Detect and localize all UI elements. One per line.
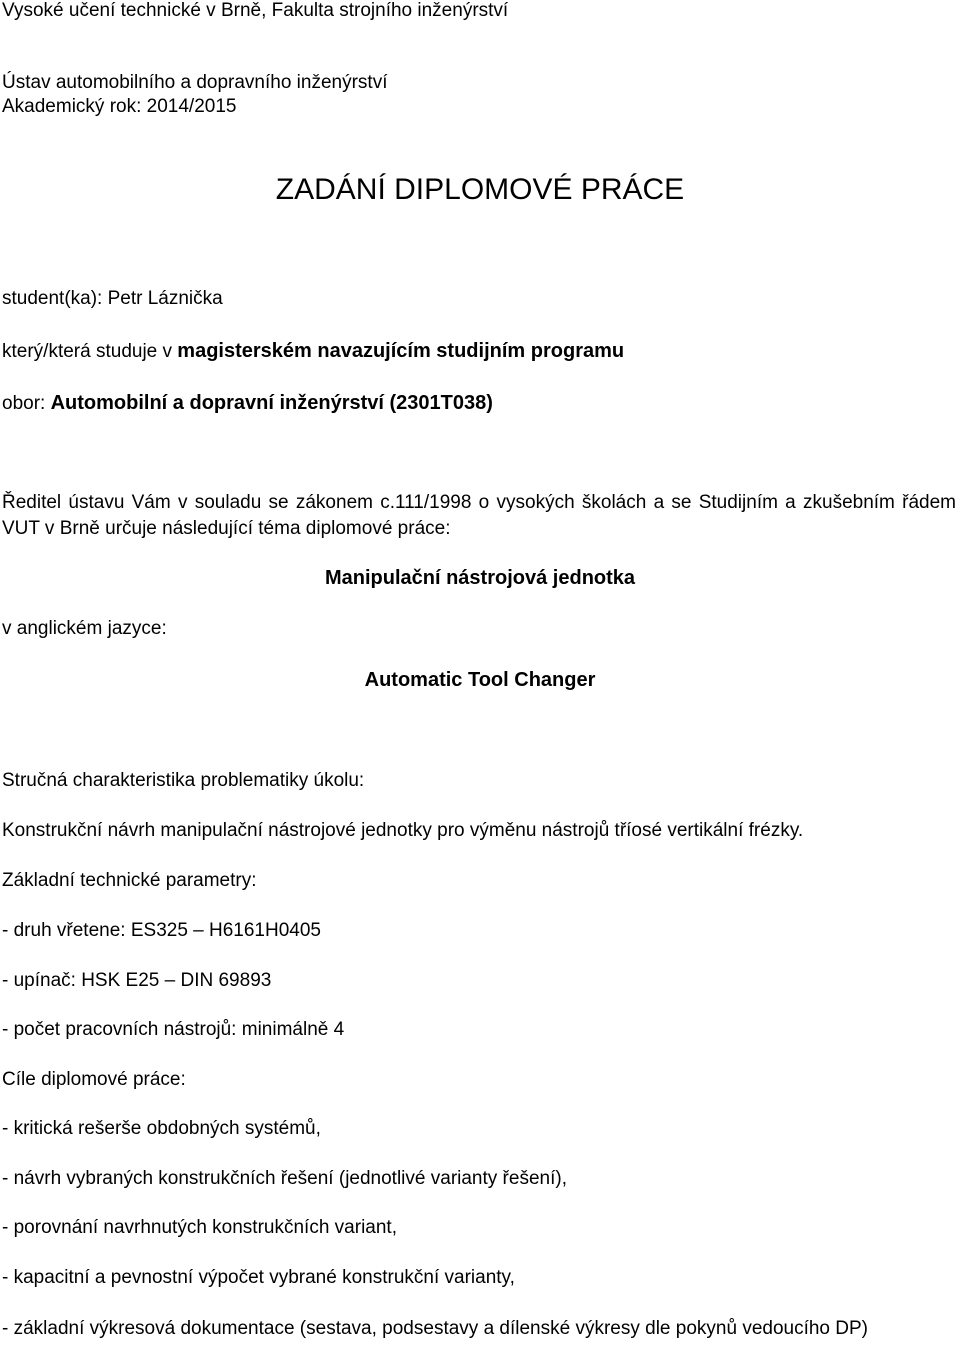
document-title: ZADÁNÍ DIPLOMOVÉ PRÁCE xyxy=(275,173,685,206)
parameter-item: - upínač: HSK E25 – DIN 69893 xyxy=(2,970,272,991)
characteristics-heading: Stručná charakteristika problematiky úkolu: xyxy=(2,770,365,791)
field-name: Automobilní a dopravní inženýrství (2301T038) xyxy=(50,392,493,414)
goal-item: - základní výkresová dokumentace (sestava, podsestavy a dílenské výkresy dle pokynů vedoucího DP) xyxy=(2,1318,868,1339)
institute-name: Ústav automobilního a dopravního inženýrství xyxy=(2,72,388,93)
goal-item: - návrh vybraných konstrukčních řešení (jednotlivé varianty řešení), xyxy=(2,1168,567,1189)
program-line xyxy=(2,340,624,363)
program-prefix: který/která studuje v xyxy=(2,341,178,362)
goal-item: - porovnání navrhnutých konstrukčních variant, xyxy=(2,1217,397,1238)
topic-english: Automatic Tool Changer xyxy=(364,669,596,691)
university-header: Vysoké učení technické v Brně, Fakulta strojního inženýrství xyxy=(2,0,509,21)
parameter-item: - druh vřetene: ES325 – H6161H0405 xyxy=(2,920,321,941)
assignment-intro: Ředitel ústavu Vám v souladu se zákonem c.111/1998 o vysokých školách a se Studijním a zkušebním řádem VUT v Brně určuje následující téma diplomové práce: xyxy=(2,492,956,539)
characteristics-text: Konstrukční návrh manipulační nástrojové jednotky pro výměnu nástrojů tříosé vertikální frézky. xyxy=(2,820,804,841)
student-line xyxy=(2,288,223,310)
parameters-heading: Základní technické parametry: xyxy=(2,870,257,891)
goal-item: - kapacitní a pevnostní výpočet vybrané konstrukční varianty, xyxy=(2,1267,515,1288)
parameter-item: - počet pracovních nástrojů: minimálně 4 xyxy=(2,1019,345,1040)
goal-item: - kritická rešerše obdobných systémů, xyxy=(2,1118,321,1139)
program-name: magisterském navazujícím studijním programu xyxy=(177,340,625,362)
goals-heading: Cíle diplomové práce: xyxy=(2,1069,186,1090)
student-label: student(ka): xyxy=(2,288,108,309)
topic-czech: Manipulační nástrojová jednotka xyxy=(324,567,636,589)
english-label: v anglickém jazyce: xyxy=(2,618,167,639)
student-name: Petr Láznička xyxy=(107,288,223,309)
field-prefix: obor: xyxy=(2,393,51,414)
field-line xyxy=(2,392,493,415)
academic-year: Akademický rok: 2014/2015 xyxy=(2,96,237,117)
